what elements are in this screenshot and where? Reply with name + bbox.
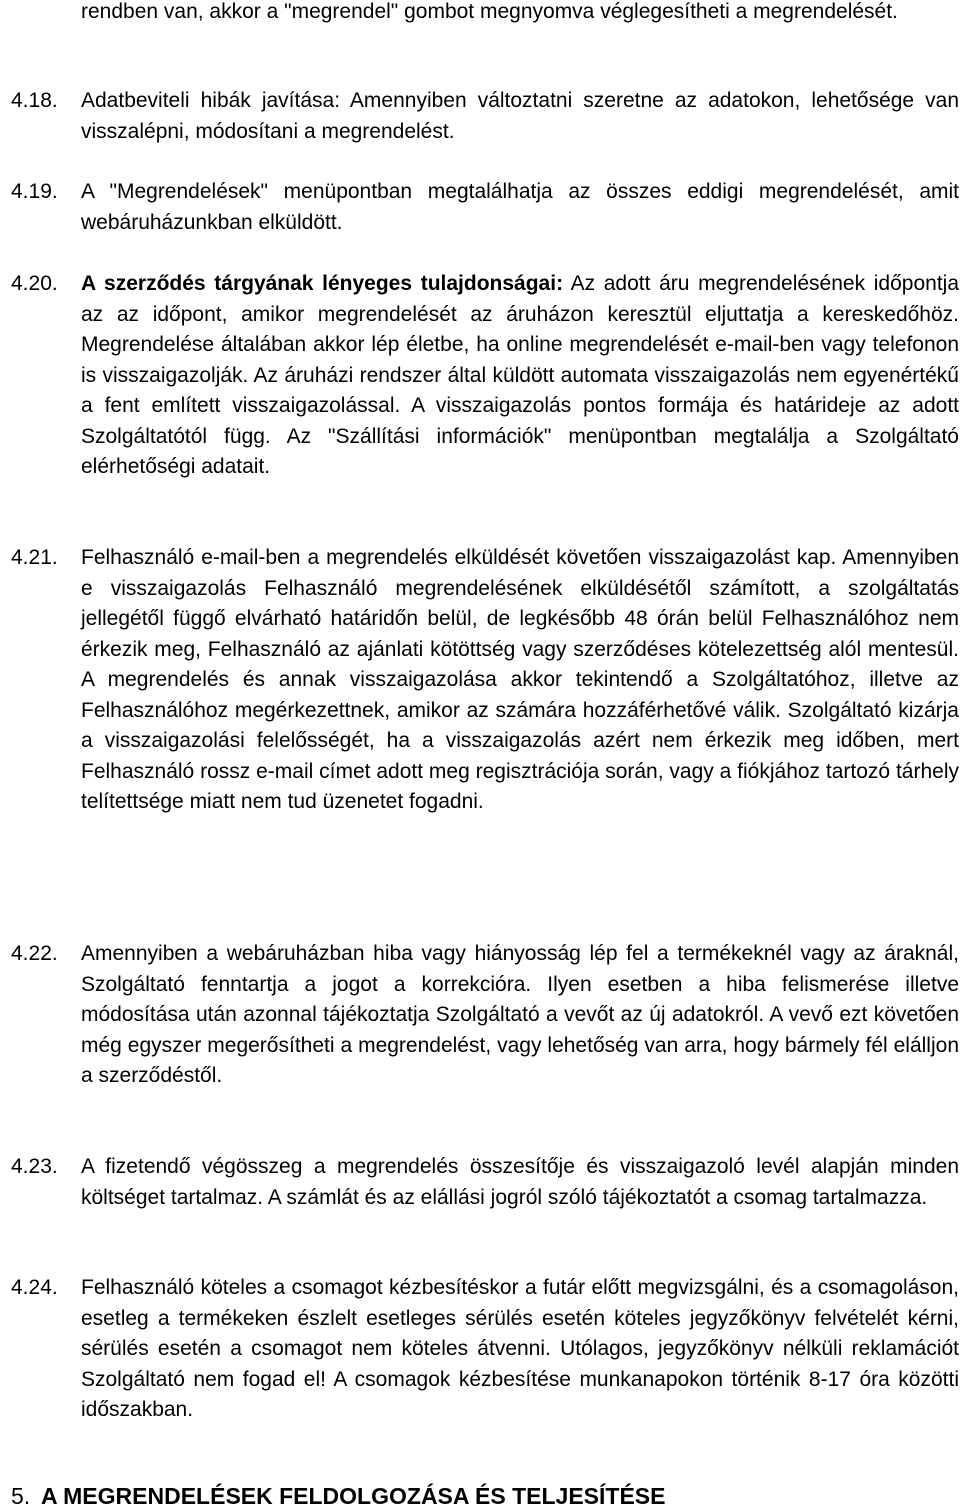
- bold-lead: A szerződés tárgyának lényeges tulajdonságai:: [81, 272, 564, 295]
- paragraph-body: Az adott áru megrendelésének időpontja az az időpont, amikor megrendelését az áruházon keresztül eljuttatja a kereskedőhöz. Megrendelése általában akkor lép életbe, ha online megrendelését e-mail-ben vagy telefonon is visszaigazolják. Az áruházi rendszer által küldött automata visszaigazolás nem egyenértékű a fent említett visszaigazolással. A visszaigazolás pontos formája és határideje az adott Szolgáltatótól függ. Az "Szállítási információk" menüpontban megtalálja a Szolgáltató elérhetőségi adatait.: [81, 272, 960, 478]
- paragraph-text: Amennyiben a webáruházban hiba vagy hiányosság lép fel a termékeknél vagy az áraknál, Szolgáltató fenntartja a jogot a korrekcióra. Ilyen esetben a hiba felismerése illetve módosítása után azonnal tájékoztatja Szolgáltató a vevőt az új adatokról. A vevő ezt követően még egyszer megerősítheti a megrendelést, vagy lehetőség van arra, hogy bármely fél elálljon a szerződéstől.: [81, 942, 959, 1087]
- paragraph-number: 4.19.: [11, 180, 58, 203]
- section-title: A MEGRENDELÉSEK FELDOLGOZÁSA ÉS TELJESÍTÉSE: [41, 1483, 666, 1509]
- paragraph-text: Felhasználó köteles a csomagot kézbesítéskor a futár előtt megvizsgálni, és a csomagoláson, esetleg a termékeken észlelt esetleges sérülés esetén köteles jegyzőkönyv felvételét kérni, sérülés esetén a csomagot nem köteles átvenni. Utólagos, jegyzőkönyv nélküli reklamációt Szolgáltató nem fogad el! A csomagok kézbesítése munkanapokon történik 8-17 óra közötti időszakban.: [81, 1276, 959, 1421]
- paragraph-number: 4.18.: [11, 89, 58, 112]
- section-heading: [11, 1481, 665, 1511]
- paragraph-number: 4.20.: [11, 272, 58, 295]
- section-number: 5.: [11, 1483, 31, 1509]
- paragraph-text: [81, 269, 959, 483]
- paragraph-text: A fizetendő végösszeg a megrendelés összesítője és visszaigazoló levél alapján minden költséget tartalmaz. A számlát és az elállási jogról szóló tájékoztatót a csomag tartalmazza.: [81, 1155, 959, 1209]
- paragraph-text: Felhasználó e-mail-ben a megrendelés elküldését követően visszaigazolást kap. Amennyiben e visszaigazolás Felhasználó megrendelésének elküldésétől számított, a szolgáltatás jellegétől függő elvárható határidőn belül, de legkésőbb 48 órán belül Felhasználóhoz nem érkezik meg, Felhasználó az ajánlati kötöttség vagy szerződéses kötelezettség alól mentesül. A megrendelés és annak visszaigazolása akkor tekintendő a Szolgáltatóhoz, illetve az Felhasználóhoz megérkezettnek, amikor az számára hozzáférhetővé válik. Szolgáltató kizárja a visszaigazolási felelősségét, ha a visszaigazolás azért nem érkezik meg időben, mert Felhasználó rossz e-mail címet adott meg regisztrációja során, vagy a fiókjához tartozó tárhely telítettsége miatt nem tud üzenetet fogadni.: [81, 546, 959, 813]
- paragraph-number: 4.22.: [11, 942, 58, 965]
- paragraph-text: A "Megrendelések" menüpontban megtalálhatja az összes eddigi megrendelését, amit webáruházunkban elküldött.: [81, 180, 959, 234]
- paragraph-number: 4.23.: [11, 1155, 58, 1178]
- paragraph-text: rendben van, akkor a "megrendel" gombot megnyomva véglegesítheti a megrendelését.: [81, 0, 898, 23]
- paragraph-number: 4.24.: [11, 1276, 58, 1299]
- paragraph-text: Adatbeviteli hibák javítása: Amennyiben változtatni szeretne az adatokon, lehetősége van visszalépni, módosítani a megrendelést.: [81, 89, 959, 143]
- paragraph-number: 4.21.: [11, 546, 58, 569]
